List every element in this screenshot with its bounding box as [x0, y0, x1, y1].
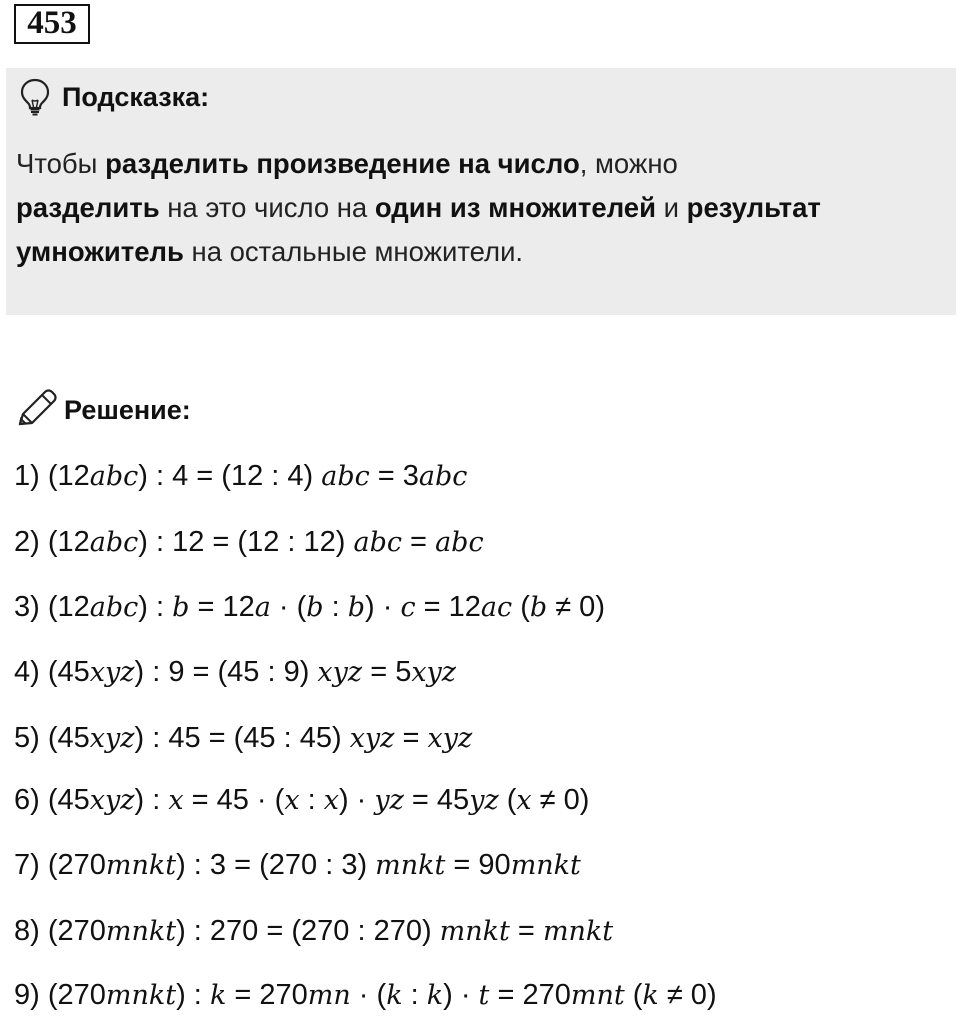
math-text: :	[402, 979, 427, 1011]
math-variable: mnkt	[375, 850, 446, 881]
math-text: = 12	[415, 591, 481, 623]
solution-line-1	[14, 456, 467, 497]
lightbulb-icon	[20, 78, 50, 116]
math-text: = 45	[403, 784, 470, 816]
math-variable: a	[254, 592, 271, 623]
math-variable: abc	[89, 461, 139, 492]
solution-line-3	[14, 587, 605, 628]
math-variable: abc	[89, 592, 139, 623]
math-text: ≠ 0)	[658, 979, 717, 1011]
math-variable: abc	[89, 527, 139, 558]
math-variable: mnkt	[105, 850, 177, 881]
math-text: ≠ 0)	[547, 591, 605, 623]
math-text: ) : 45 = (45 : 45)	[134, 722, 350, 754]
hint-bold-text: разделить произведение на число	[105, 148, 580, 179]
pencil-icon	[16, 388, 58, 433]
math-variable: xyz	[317, 657, 363, 688]
math-text: 5) (45	[14, 722, 90, 754]
hint-bold-text: разделить	[16, 192, 160, 223]
math-variable: ac	[480, 592, 513, 623]
math-text: ) :	[134, 784, 169, 816]
math-text: ) : 270 = (270 : 270)	[176, 915, 440, 947]
math-text: = 3	[369, 460, 419, 492]
hint-text-run: Чтобы	[16, 148, 106, 179]
hint-text	[16, 142, 946, 274]
hint-header	[20, 78, 209, 116]
hint-text-run: и	[656, 192, 687, 223]
math-text: (	[498, 784, 517, 816]
math-variable: xyz	[89, 785, 135, 816]
math-text: ≠ 0)	[531, 784, 590, 816]
hint-title: Подсказка:	[62, 81, 210, 112]
math-text: 1) (12	[14, 460, 90, 492]
math-text: ) : 12 = (12 : 12)	[138, 526, 354, 558]
math-variable: k	[426, 980, 444, 1011]
math-variable: abc	[353, 527, 402, 558]
math-variable: k	[386, 980, 403, 1011]
math-text: = 90	[445, 849, 511, 881]
math-variable: t	[478, 980, 490, 1011]
math-variable: xyz	[427, 723, 473, 754]
math-text: 2) (12	[14, 526, 90, 558]
math-text: = 270	[489, 979, 571, 1011]
hint-box	[6, 68, 956, 315]
math-variable: abc	[418, 461, 468, 492]
math-variable: mn	[307, 980, 351, 1011]
math-text: :	[323, 591, 348, 623]
math-text: ) ·	[365, 591, 401, 623]
math-text: =	[402, 526, 436, 558]
math-text: 8) (270	[14, 915, 106, 947]
math-variable: x	[168, 785, 184, 816]
math-variable: mnkt	[510, 850, 581, 881]
hint-bold-text: результат	[686, 192, 821, 223]
math-text: 4) (45	[14, 656, 90, 688]
math-variable: x	[516, 785, 532, 816]
math-variable: b	[529, 592, 548, 623]
math-text: · (	[270, 591, 307, 623]
math-text: 7) (270	[14, 849, 106, 881]
hint-bold-text: один из множителей	[374, 192, 656, 223]
math-text: ) :	[138, 591, 173, 623]
task-number: 453	[14, 4, 90, 44]
math-variable: xyz	[89, 657, 135, 688]
math-text: ) : 4 = (12 : 4)	[138, 460, 322, 492]
math-text: = 5	[362, 656, 412, 688]
math-variable: x	[323, 785, 339, 816]
math-variable: x	[284, 785, 300, 816]
solution-line-5	[14, 718, 472, 759]
math-text: ) : 9 = (45 : 9)	[134, 656, 318, 688]
solution-line-2	[14, 522, 484, 563]
math-text: =	[394, 722, 428, 754]
solution-title: Решение:	[64, 394, 191, 425]
math-variable: k	[209, 980, 227, 1011]
math-variable: abc	[435, 527, 484, 558]
math-variable: mnkt	[439, 916, 510, 947]
math-text: :	[299, 784, 324, 816]
solution-header	[16, 390, 191, 430]
solution-line-9	[14, 975, 717, 1016]
hint-text-run: на остальные множители.	[183, 236, 524, 267]
hint-text-run: на это число на	[159, 192, 375, 223]
solution-line-8	[14, 911, 613, 952]
math-variable: mnt	[570, 980, 625, 1011]
math-variable: yz	[374, 785, 404, 816]
math-text: ) :	[176, 979, 210, 1011]
math-text: ) ·	[338, 784, 375, 816]
solution-line-6	[14, 780, 589, 821]
math-variable: abc	[321, 461, 370, 492]
math-text: =	[509, 915, 543, 947]
math-variable: b	[172, 592, 190, 623]
math-text: 3) (12	[14, 591, 90, 623]
math-variable: xyz	[411, 657, 457, 688]
math-variable: c	[400, 592, 416, 623]
math-text: · (	[350, 979, 387, 1011]
math-text: (	[624, 979, 643, 1011]
math-text: 9) (270	[14, 979, 106, 1011]
hint-text-run: , можно	[579, 148, 678, 179]
math-variable: mnkt	[542, 916, 614, 947]
hint-bold-text: умножитель	[16, 236, 184, 267]
math-text: ) : 3 = (270 : 3)	[176, 849, 376, 881]
math-variable: yz	[469, 785, 499, 816]
math-text: = 45 · (	[183, 784, 285, 816]
math-text: = 12	[189, 591, 255, 623]
math-variable: mnkt	[105, 916, 177, 947]
math-variable: xyz	[349, 723, 395, 754]
math-variable: mnkt	[105, 980, 177, 1011]
math-variable: xyz	[89, 723, 135, 754]
math-text: (	[512, 591, 530, 623]
math-variable: b	[306, 592, 324, 623]
math-text: ) ·	[443, 979, 479, 1011]
math-text: = 270	[226, 979, 308, 1011]
math-text: 6) (45	[14, 784, 90, 816]
math-variable: b	[347, 592, 366, 623]
solution-line-4	[14, 652, 456, 693]
solution-line-7	[14, 845, 581, 886]
math-variable: k	[642, 980, 659, 1011]
